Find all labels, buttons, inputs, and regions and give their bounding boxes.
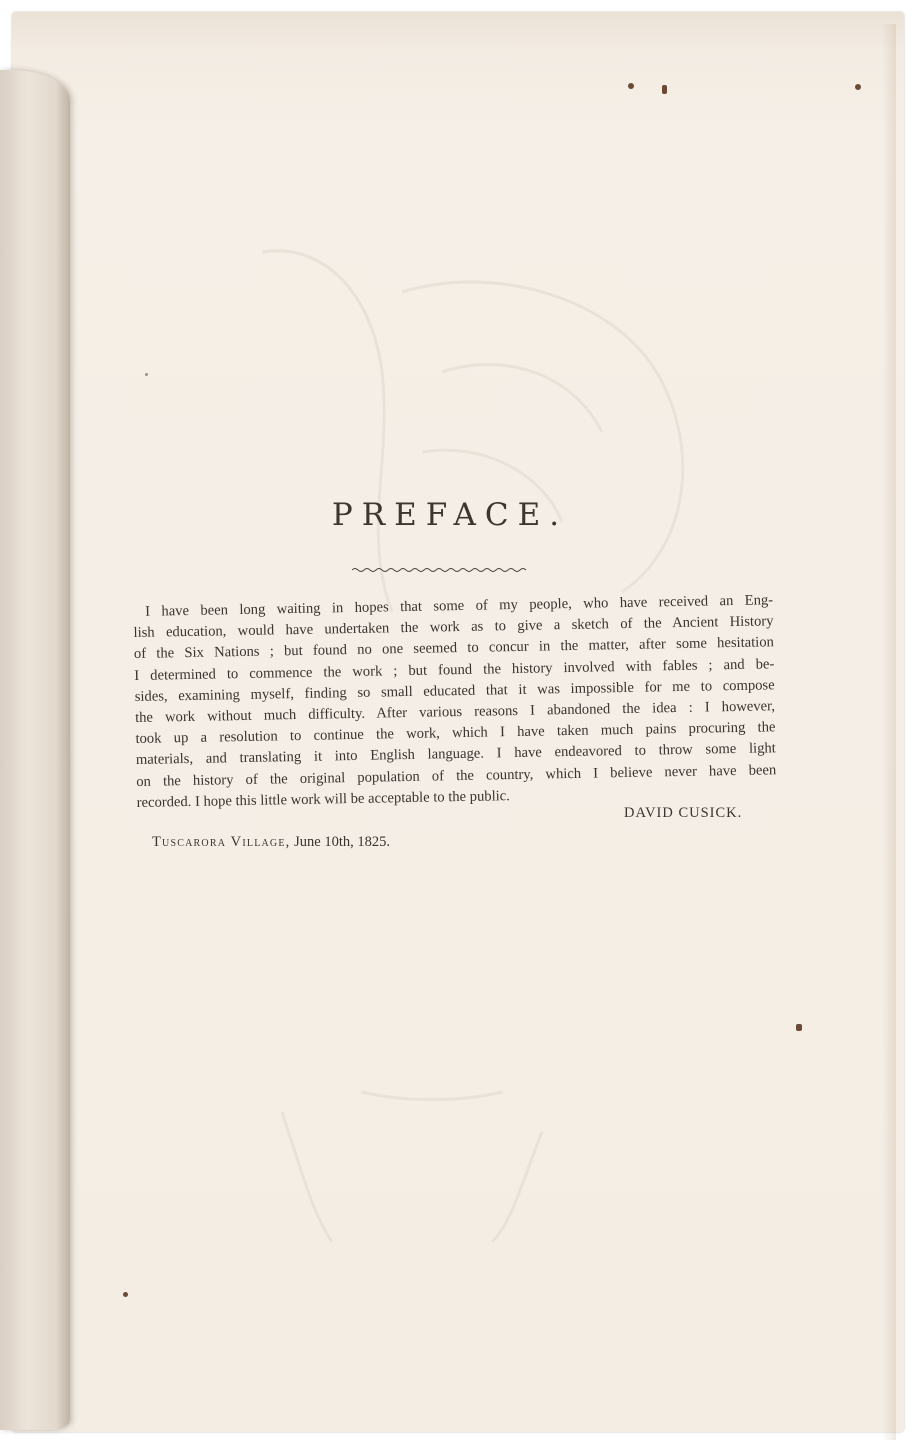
- page-title: PREFACE.: [331, 497, 569, 533]
- preface-line: sides, examining myself, finding so small educated that it was impossible for me to compose: [134, 677, 775, 705]
- preface-line: I determined to commence the work ; but found the history involved with fables ; and be-: [134, 655, 775, 684]
- foxing-spot: [662, 85, 667, 94]
- dateline: [152, 834, 390, 851]
- ornamental-wavy-rule: [352, 566, 530, 574]
- foxing-spot: [855, 84, 861, 90]
- preface-line: recorded. I hope this little work will be acceptable to the public.: [136, 787, 510, 811]
- dateline-place: Tuscarora Village,: [152, 834, 291, 850]
- author-signature: DAVID CUSICK.: [624, 805, 743, 821]
- preface-line: the work without much difficulty. After various reasons I abandoned the idea : I however,: [134, 698, 776, 726]
- preface-line: took up a resolution to continue the work, which I have taken much pains procuring the: [135, 719, 776, 748]
- facing-page-edge: [0, 70, 70, 1430]
- preface-line: materials, and translating it into English language. I have endeavored to throw some light: [135, 740, 776, 769]
- foxing-spot: [628, 83, 634, 89]
- preface-line: I have been long waiting in hopes that some of my people, who have received an Eng-: [145, 592, 774, 620]
- preface-line: of the Six Nations ; but found no one seemed to concur in the matter, after some hesitation: [133, 634, 774, 663]
- preface-line: lish education, would have undertaken the work as to give a sketch of the Ancient History: [133, 613, 774, 642]
- foxing-spot: [145, 373, 148, 376]
- preface-line: on the history of the original population of the country, which I believe never have been: [136, 761, 777, 790]
- dateline-date: June 10th, 1825.: [294, 834, 390, 850]
- foxing-spot: [123, 1292, 128, 1297]
- page-edge-shading: [882, 24, 896, 1440]
- preface-body: [133, 590, 777, 814]
- foxing-spot: [796, 1024, 802, 1031]
